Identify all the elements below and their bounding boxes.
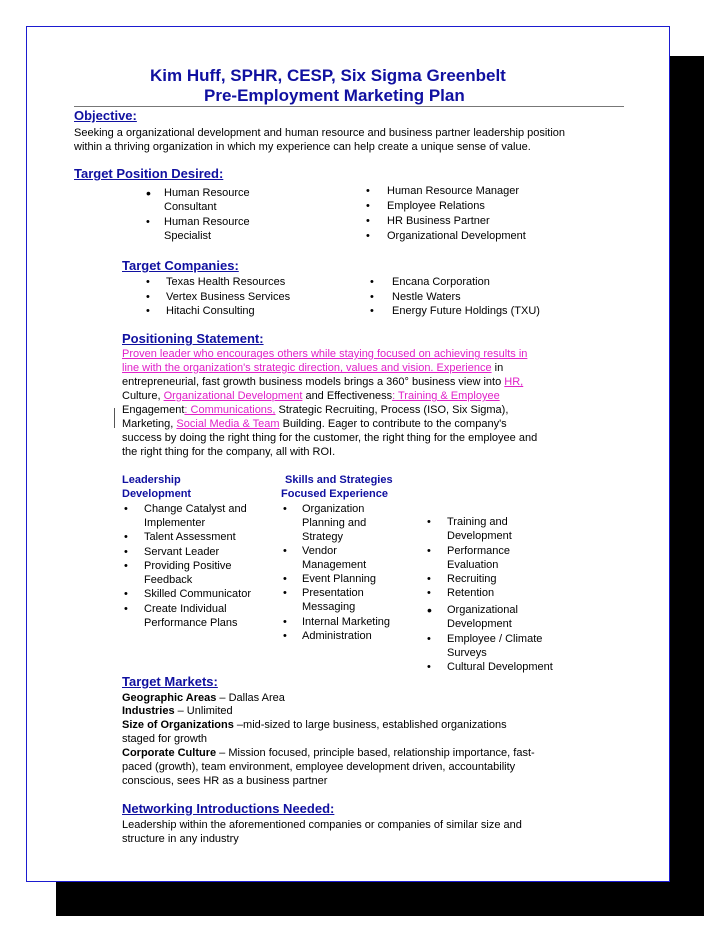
name-title: Kim Huff, SPHR, CESP, Six Sigma Greenbelt: [150, 66, 506, 85]
positioning-heading: Positioning Statement:: [122, 331, 264, 346]
positioning-link[interactable]: HR,: [504, 376, 524, 388]
positioning-line-1: [122, 347, 527, 361]
bullet-icon: •: [283, 545, 287, 557]
positioning-line-5: Engagement: Communications, Strategic Recruiting, Process (ISO, Six Sigma),: [122, 404, 509, 416]
list-item: • Create Individual Performance Plans: [124, 603, 238, 629]
positioning-link[interactable]: Proven leader who encourages others while staying focused on achieving results in: [122, 348, 528, 360]
positioning-link[interactable]: : Communications,: [184, 404, 276, 416]
list-item: • Internal Marketing: [283, 616, 391, 628]
list-item: • Encana Corporation: [370, 276, 490, 288]
bullet-icon: •: [124, 531, 128, 543]
target-companies-heading: Target Companies:: [122, 258, 239, 273]
positioning-line-6: Marketing, Social Media & Team Building. Eager to contribute to the company's: [122, 418, 507, 430]
objective-heading: Objective:: [74, 108, 137, 123]
skills-heading-1: Skills and Strategies: [285, 474, 393, 486]
list-item: • Retention: [427, 587, 495, 599]
markets-industries: Industries – Unlimited: [122, 705, 233, 717]
bullet-icon: •: [366, 215, 370, 227]
bullet-icon: •: [146, 291, 150, 303]
networking-text-2: structure in any industry: [122, 833, 239, 845]
bullet-icon: •: [146, 305, 150, 317]
bullet-icon: •: [366, 185, 370, 197]
bullet-icon: •: [370, 305, 374, 317]
list-item: • Cultural Development: [427, 661, 553, 673]
list-item: • Event Planning: [283, 573, 376, 585]
list-item: • Organizational Development: [427, 602, 518, 630]
bullet-icon: •: [366, 200, 370, 212]
skills-heading-2: Focused Experience: [281, 488, 388, 500]
bullet-icon: •: [427, 661, 431, 673]
markets-culture: Corporate Culture – Mission focused, principle based, relationship importance, fast-: [122, 747, 535, 759]
bullet-icon: •: [124, 503, 128, 515]
positioning-line-8: the right thing for the company, all with ROI.: [122, 446, 336, 458]
positioning-link[interactable]: Organizational Development: [163, 390, 303, 402]
bullet-icon: •: [124, 560, 128, 572]
bullet-icon: •: [370, 291, 374, 303]
list-item: • Training and Development: [427, 516, 512, 542]
list-item: • Human Resource Manager: [366, 185, 520, 197]
bullet-icon: •: [146, 276, 150, 288]
markets-size-2: staged for growth: [122, 733, 207, 745]
networking-heading: Networking Introductions Needed:: [122, 801, 335, 816]
markets-geo: Geographic Areas – Dallas Area: [122, 692, 285, 704]
markets-culture-3: conscious, sees HR as a business partner: [122, 775, 328, 787]
list-item: • Texas Health Resources: [146, 276, 286, 288]
list-item: • Human Resource Specialist: [146, 216, 250, 242]
bullet-icon: •: [146, 185, 151, 201]
list-item: • Administration: [283, 630, 372, 642]
list-item: • Vendor Management: [283, 545, 367, 571]
positioning-link[interactable]: Social Media & Team: [176, 418, 280, 430]
bullet-icon: •: [427, 516, 431, 528]
plan-title: Pre-Employment Marketing Plan: [204, 86, 465, 105]
markets-size: Size of Organizations –mid-sized to large business, established organizations: [122, 719, 507, 731]
bullet-icon: •: [427, 587, 431, 599]
list-item: • Energy Future Holdings (TXU): [370, 305, 540, 317]
positioning-line-2: line with the organization's strategic direction, values and vision. Experience in: [122, 362, 504, 374]
networking-text-1: Leadership within the aforementioned companies or companies of similar size and: [122, 819, 522, 831]
list-item: • Change Catalyst and Implementer: [124, 503, 247, 529]
list-item: • Organization Planning and Strategy: [283, 503, 367, 543]
list-item: • Employee / Climate Surveys: [427, 633, 543, 659]
list-item: • Skilled Communicator: [124, 588, 251, 600]
margin-bar: [114, 408, 115, 428]
list-item: • Servant Leader: [124, 546, 220, 558]
list-item: • Human Resource Consultant: [146, 185, 250, 213]
bullet-icon: •: [427, 573, 431, 585]
list-item: • Recruiting: [427, 573, 497, 585]
positioning-line-3: entrepreneurial, fast growth business models brings a 360° business view into HR,: [122, 376, 524, 388]
leadership-heading-2: Development: [122, 488, 192, 500]
list-item: • Providing Positive Feedback: [124, 560, 232, 586]
bullet-icon: •: [283, 630, 287, 642]
list-item: • Vertex Business Services: [146, 291, 291, 303]
bullet-icon: •: [124, 546, 128, 558]
bullet-icon: •: [124, 603, 128, 615]
objective-text-2: within a thriving organization in which my experience can help create a unique sense of value.: [74, 141, 531, 153]
target-position-heading: Target Position Desired:: [74, 166, 224, 181]
list-item: • Presentation Messaging: [283, 587, 364, 613]
bullet-icon: •: [283, 503, 287, 515]
positioning-link[interactable]: line with the organization's strategic direction, values and vision. Experience: [122, 362, 492, 374]
bullet-icon: •: [283, 587, 287, 599]
header-rule: [74, 106, 624, 107]
list-item: • Talent Assessment: [124, 531, 236, 543]
target-markets-heading: Target Markets:: [122, 674, 218, 689]
list-item: • Performance Evaluation: [427, 545, 510, 571]
positioning-link[interactable]: : Training & Employee: [392, 390, 500, 402]
bullet-icon: •: [427, 602, 432, 618]
positioning-line-7: success by doing the right thing for the customer, the right thing for the employee and: [122, 432, 538, 444]
list-item: • Organizational Development: [366, 230, 526, 242]
leadership-heading-1: Leadership: [122, 474, 181, 486]
bullet-icon: •: [124, 588, 128, 600]
bullet-icon: •: [427, 633, 431, 645]
bullet-icon: •: [283, 573, 287, 585]
bullet-icon: •: [427, 545, 431, 557]
markets-culture-2: paced (growth), team environment, employee development driven, accountability: [122, 761, 516, 773]
bullet-icon: •: [370, 276, 374, 288]
list-item: • Hitachi Consulting: [146, 305, 255, 317]
positioning-line-4: Culture, Organizational Development and Effectiveness: Training & Employee: [122, 390, 500, 402]
bullet-icon: •: [283, 616, 287, 628]
bullet-icon: •: [366, 230, 370, 242]
list-item: • HR Business Partner: [366, 215, 490, 227]
bullet-icon: •: [146, 216, 150, 228]
list-item: • Nestle Waters: [370, 291, 461, 303]
list-item: • Employee Relations: [366, 200, 485, 212]
objective-text-1: Seeking a organizational development and human resource and business partner leadership position: [74, 127, 566, 139]
